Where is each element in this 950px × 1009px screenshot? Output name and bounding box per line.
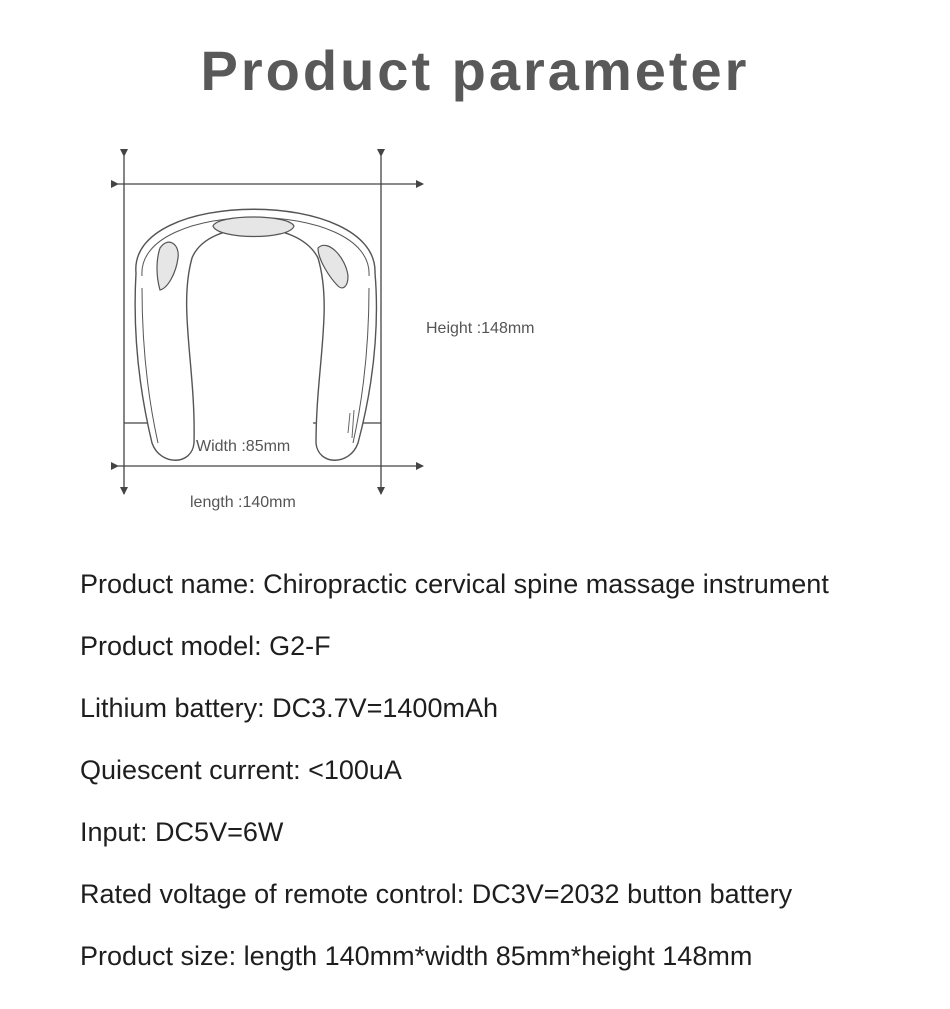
page-title: Product parameter	[200, 39, 750, 102]
width-label: Width :85mm	[196, 438, 291, 455]
spec-input: Input: DC5V=6W	[80, 817, 284, 847]
spec-product-size: Product size: length 140mm*width 85mm*height 148mm	[80, 941, 753, 971]
spec-product-name: Product name: Chiropractic cervical spine massage instrument	[80, 569, 829, 599]
length-label: length :140mm	[190, 494, 296, 511]
height-label: Height :148mm	[426, 320, 535, 337]
product-dimension-diagram	[78, 148, 558, 518]
top-electrode-pad	[213, 217, 294, 237]
product-spec-list	[80, 566, 829, 1000]
spec-product-model: Product model: G2-F	[80, 631, 331, 661]
spec-lithium-battery: Lithium battery: DC3.7V=1400mAh	[80, 693, 498, 723]
spec-remote-voltage: Rated voltage of remote control: DC3V=2032 button battery	[80, 879, 793, 909]
spec-quiescent-current: Quiescent current: <100uA	[80, 755, 402, 785]
